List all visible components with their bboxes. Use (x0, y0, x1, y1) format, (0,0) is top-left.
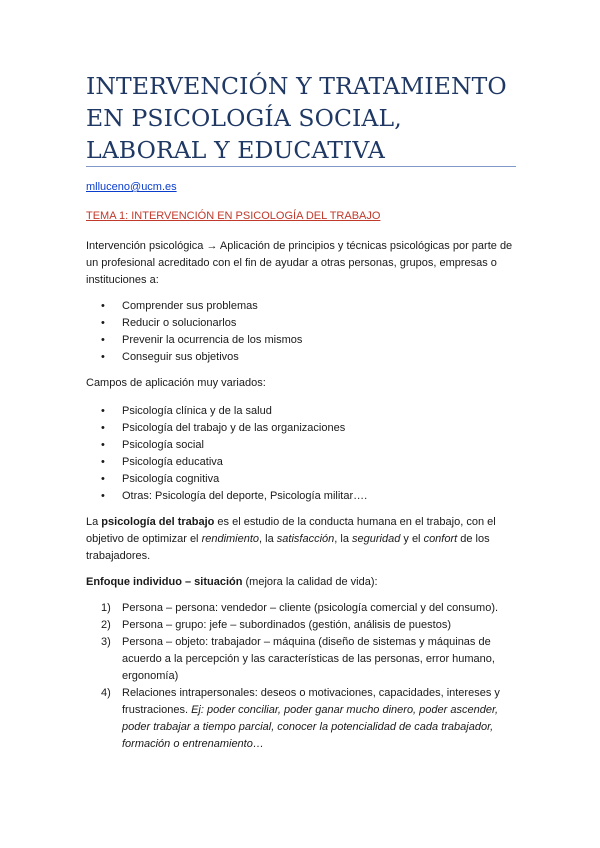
list-item-text: Psicología clínica y de la salud (122, 405, 272, 417)
list-item-text: Comprender sus problemas (122, 300, 258, 312)
definition-text: y el (400, 533, 424, 545)
definition-text: , la (259, 533, 277, 545)
enfoque-note: (mejora la calidad de vida): (242, 576, 378, 588)
definition-term: psicología del trabajo (101, 516, 215, 528)
campos-list (86, 403, 516, 505)
bullet-icon: • (101, 490, 105, 502)
email-link[interactable]: mlluceno@ucm.es (86, 181, 177, 193)
list-item-text: Otras: Psicología del deporte, Psicología militar…. (122, 490, 368, 502)
section-heading: TEMA 1: INTERVENCIÓN EN PSICOLOGÍA DEL TRABAJO (86, 210, 381, 222)
list-item-text: Persona – persona: vendedor – cliente (psicología comercial y del consumo). (122, 602, 499, 614)
list-item-text: Psicología social (122, 439, 204, 451)
emphasis-word: satisfacción (276, 533, 335, 545)
list-item (86, 298, 516, 315)
list-item (86, 685, 516, 753)
list-item-text: Psicología educativa (122, 456, 223, 468)
bullet-icon: • (101, 317, 105, 329)
list-item-text: Persona – grupo: jefe – subordinados (gestión, análisis de puestos) (122, 619, 451, 631)
definition-text: La (86, 516, 102, 528)
list-item (86, 315, 516, 332)
list-item (86, 600, 516, 617)
list-item-text: Prevenir la ocurrencia de los mismos (122, 334, 303, 346)
list-item-text: Psicología cognitiva (122, 473, 220, 485)
list-number: 2) (101, 619, 111, 631)
definition-paragraph (86, 514, 518, 565)
list-item-text: Conseguir sus objetivos (122, 351, 239, 363)
list-item (86, 471, 516, 488)
list-item (86, 420, 516, 437)
enfoque-heading (86, 574, 518, 591)
list-item (86, 617, 516, 634)
emphasis-word: rendimiento (201, 533, 260, 545)
bullet-icon: • (101, 351, 105, 363)
bullet-icon: • (101, 422, 105, 434)
definition-text: , la (334, 533, 352, 545)
list-item-text: Relaciones intrapersonales: deseos o motivaciones, capacidades, intereses y frustraciones. (122, 687, 500, 716)
goals-list (86, 298, 516, 366)
title-divider (86, 166, 516, 167)
list-item (86, 332, 516, 349)
bullet-icon: • (101, 473, 105, 485)
enfoque-title: Enfoque individuo – situación (86, 576, 243, 588)
list-item (86, 488, 516, 505)
example-text: Ej: poder conciliar, poder ganar mucho dinero, poder ascender, poder trabajar a tiempo parcial, conocer la potencialidad de cada trabajador, formación o entrenamiento… (122, 704, 499, 750)
bullet-icon: • (101, 405, 105, 417)
definition-text: es el estudio de la conducta humana en el trabajo, con el objetivo de optimizar el (86, 516, 496, 545)
emphasis-word: seguridad (352, 533, 401, 545)
list-item (86, 634, 516, 685)
list-item (86, 454, 516, 471)
list-number: 4) (101, 687, 111, 699)
bullet-icon: • (101, 334, 105, 346)
intro-paragraph: Intervención psicológica → Aplicación de principios y técnicas psicológicas por parte de un profesional acreditado con el fin de ayudar a otras personas, grupos, empresas o instituciones a: (86, 240, 513, 286)
list-item-text: Psicología del trabajo y de las organizaciones (122, 422, 346, 434)
bullet-icon: • (101, 439, 105, 451)
list-number: 3) (101, 636, 111, 648)
list-item (86, 349, 516, 366)
list-item (86, 437, 516, 454)
definition-text: de los trabajadores. (86, 533, 490, 562)
list-number: 1) (101, 602, 111, 614)
list-item-text: Persona – objeto: trabajador – máquina (diseño de sistemas y máquinas de acuerdo a la percepción y las características de las personas, error humano, ergonomía) (122, 636, 495, 682)
enfoque-list (86, 600, 516, 753)
campos-heading: Campos de aplicación muy variados: (86, 377, 266, 389)
emphasis-word: confort (423, 533, 458, 545)
bullet-icon: • (101, 456, 105, 468)
bullet-icon: • (101, 300, 105, 312)
list-item (86, 403, 516, 420)
list-item-text: Reducir o solucionarlos (122, 317, 237, 329)
document-title: INTERVENCIÓN Y TRATAMIENTO EN PSICOLOGÍA SOCIAL, LABORAL Y EDUCATIVA (86, 72, 507, 164)
